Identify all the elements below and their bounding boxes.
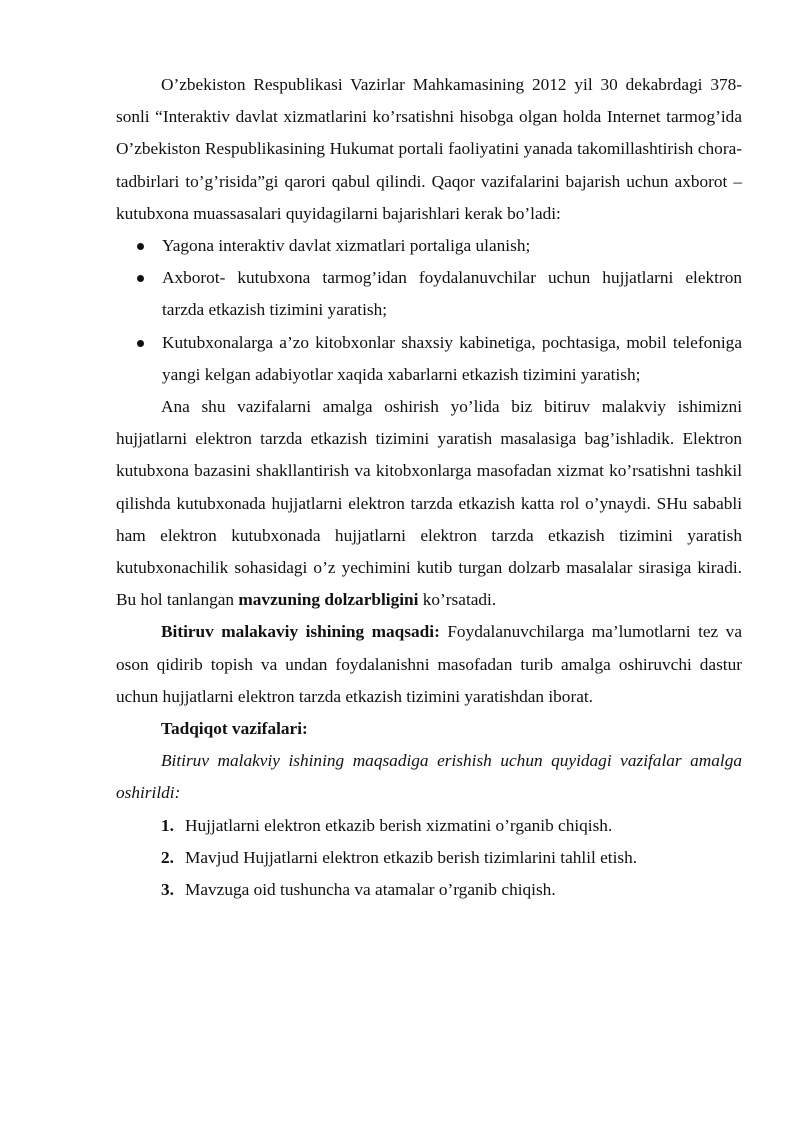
relevance-paragraph (116, 391, 742, 616)
list-item (116, 230, 742, 262)
list-item-text: Axborot- kutubxona tarmog’idan foydalanuvchilar uchun hujjatlarni elektron tarzda etkazish tizimini yaratish; (162, 268, 742, 320)
bullet-icon (137, 275, 144, 282)
document-page (116, 69, 742, 906)
purpose-label: Bitiruv malakaviy ishining maqsadi: (161, 622, 440, 642)
tasks-heading: Tadqiqot vazifalari: (161, 719, 308, 739)
bullet-icon (137, 243, 144, 250)
task-number: 3. (161, 880, 174, 900)
task-number: 2. (161, 847, 174, 867)
list-item-text: Yagona interaktiv davlat xizmatlari portaliga ulanish; (162, 236, 531, 256)
task-item (116, 810, 742, 842)
purpose-text: Foydalanuvchilarga ma’lumotlarni tez va oson qidirib topish va undan foydalanishni masofadan turib amalga oshiruvchi dastur uchun hujjatlarni elektron tarzda etkazish tizimini yaratishdan iborat. (116, 622, 742, 706)
task-item (116, 874, 742, 906)
task-item (116, 842, 742, 874)
relevance-emphasis: mavzuning dolzarbligini (238, 590, 419, 610)
bullet-icon (137, 340, 144, 347)
task-text: Mavjud Hujjatlarni elektron etkazib berish tizimlarini tahlil etish. (185, 847, 638, 867)
tasks-intro: Bitiruv malakviy ishining maqsadiga erishish uchun quyidagi vazifalar amalga oshirildi: (116, 751, 742, 803)
relevance-tail: ko’rsatadi. (418, 590, 497, 610)
tasks-list (116, 810, 742, 907)
task-number: 1. (161, 815, 174, 835)
purpose-paragraph (116, 616, 742, 713)
list-item-text: Kutubxonalarga a’zo kitobxonlar shaxsiy kabinetiga, pochtasiga, mobil telefoniga yangi kelgan adabiyotlar xaqida xabarlarni etkazish tizimini yaratish; (162, 332, 742, 384)
list-item (116, 327, 742, 391)
list-item (116, 262, 742, 326)
task-text: Mavzuga oid tushuncha va atamalar o’rganib chiqish. (185, 880, 556, 900)
task-text: Hujjatlarni elektron etkazib berish xizmatini o’rganib chiqish. (185, 815, 613, 835)
relevance-text: Ana shu vazifalarni amalga oshirish yo’lida biz bitiruv malakviy ishimizni hujjatlarni elektron tarzda etkazish tizimini yaratish masalasiga bag’ishladik. Elektron kutubxona bazasini shakllantirish va kitobxonlarga masofadan xizmat ko’rsatishni tashkil qilishda kutubxonada hujjatlarni elektron tarzda etkazish katta rol o’ynaydi. SHu sababli ham elektron kutubxonada hujjatlarni elektron tarzda etkazish tizimini yaratish kutubxonachilik sohasidagi o’z yechimini kutib turgan dolzarb masalalar sirasiga kiradi. Bu hol tanlangan (116, 397, 742, 610)
requirements-list (116, 230, 742, 391)
intro-paragraph: O’zbekiston Respublikasi Vazirlar Mahkamasining 2012 yil 30 dekabrdagi 378-sonli “Interaktiv davlat xizmatlarini ko’rsatishni hisobga olgan holda Internet tarmog’ida O’zbekiston Respublikasining Hukumat portali faoliyatini yanada takomillashtirish chora-tadbirlari to’g’risida”gi qarori qabul qilindi. Qaqor vazifalarini bajarish uchun axborot –kutubxona muassasalari quyidagilarni bajarishlari kerak bo’ladi: (116, 75, 742, 223)
